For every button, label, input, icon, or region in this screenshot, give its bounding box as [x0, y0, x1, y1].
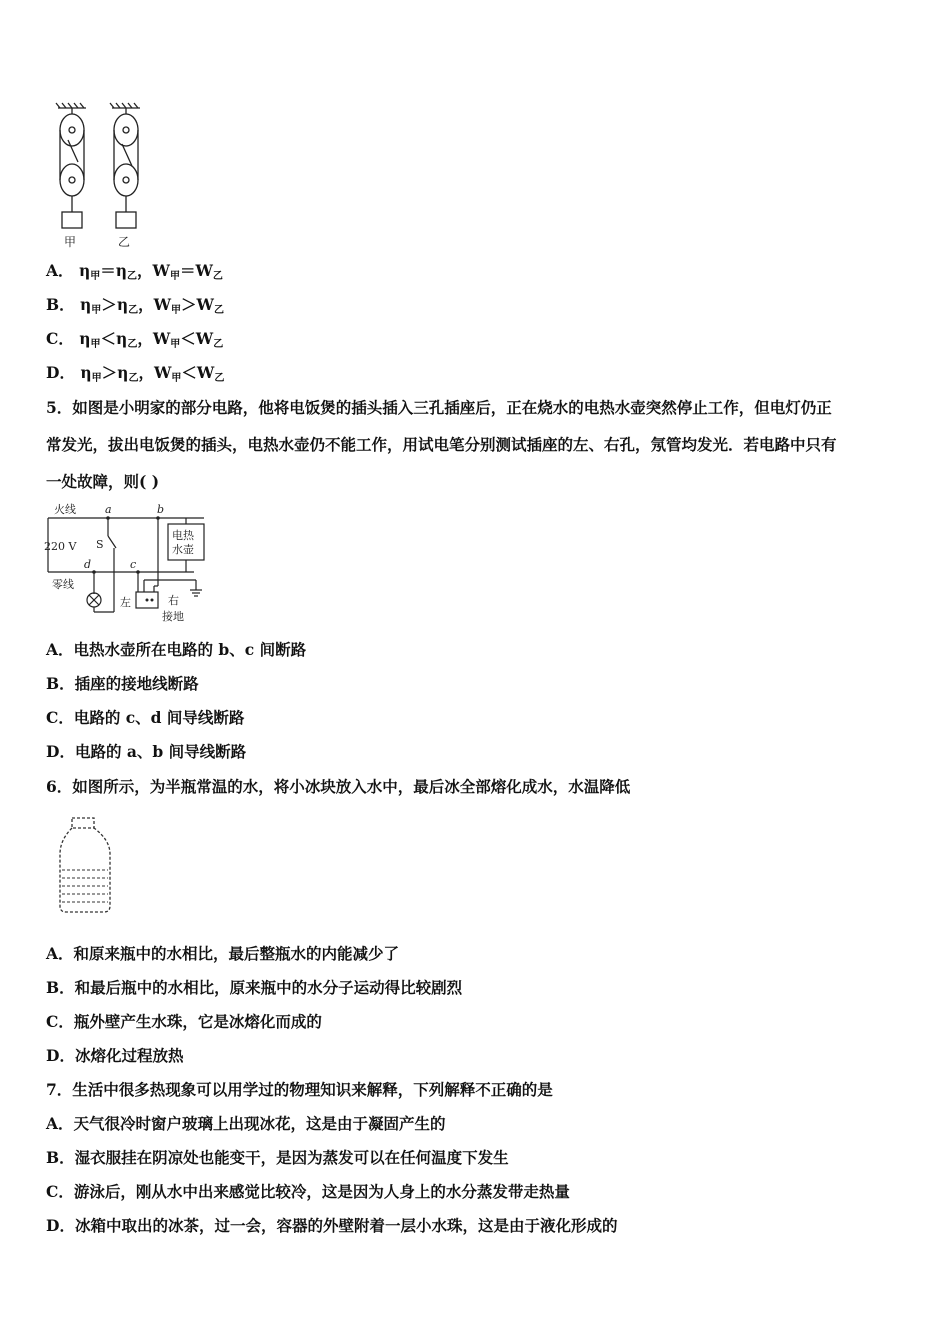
label-switch: S: [96, 538, 104, 551]
q5-option-d[interactable]: D．电路的 a、b 间导线断路: [46, 742, 247, 761]
q4-option-c[interactable]: C． η甲＜η乙，W甲＜W乙: [46, 329, 224, 350]
label-live: 火线: [54, 503, 76, 516]
label-neutral: 零线: [52, 578, 74, 591]
q4-option-b[interactable]: B． η甲＞η乙，W甲＞W乙: [46, 295, 224, 316]
label-voltage: 220 V: [44, 540, 77, 553]
label-left: 左: [120, 596, 131, 609]
q5-stem-line3: 一处故障，则( ): [46, 472, 160, 491]
figure-label-jia: 甲: [64, 235, 77, 249]
pulley-figure: [50, 100, 160, 250]
label-b: b: [157, 503, 165, 516]
q6-option-a[interactable]: A．和原来瓶中的水相比，最后整瓶水的内能减少了: [46, 944, 400, 963]
q6-stem: 6．如图所示，为半瓶常温的水，将小冰块放入水中，最后冰全部熔化成水，水温降低: [46, 777, 631, 796]
q4-option-a[interactable]: A． η甲＝η乙，W甲＝W乙: [46, 261, 223, 282]
q7-option-a[interactable]: A．天气很冷时窗户玻璃上出现冰花，这是由于凝固产生的: [46, 1114, 446, 1133]
q4-option-d[interactable]: D． η甲＞η乙，W甲＜W乙: [46, 363, 225, 384]
q6-option-c[interactable]: C．瓶外壁产生水珠，它是冰熔化而成的: [46, 1012, 322, 1031]
q7-option-d[interactable]: D．冰箱中取出的冰茶，过一会，容器的外壁附着一层小水珠，这是由于液化形成的: [46, 1216, 618, 1235]
label-ground: 接地: [162, 610, 184, 623]
label-d: d: [84, 558, 92, 571]
bottle-figure: [54, 814, 118, 918]
label-c: c: [130, 558, 137, 571]
label-kettle-1: 电热: [172, 529, 194, 542]
q5-option-a[interactable]: A．电热水壶所在电路的 b、c 间断路: [46, 640, 307, 659]
q5-stem-line1: 5．如图是小明家的部分电路，他将电饭煲的插头插入三孔插座后，正在烧水的电热水壶突然停止工作，但电灯仍正: [46, 398, 832, 417]
q7-option-c[interactable]: C．游泳后，刚从水中出来感觉比较冷，这是因为人身上的水分蒸发带走热量: [46, 1182, 570, 1201]
label-a: a: [105, 503, 112, 516]
circuit-diagram: [44, 500, 214, 626]
figure-label-yi: 乙: [118, 235, 131, 249]
q5-option-c[interactable]: C．电路的 c、d 间导线断路: [46, 708, 245, 727]
q7-stem: 7．生活中很多热现象可以用学过的物理知识来解释，下列解释不正确的是: [46, 1080, 553, 1099]
q5-option-b[interactable]: B．插座的接地线断路: [46, 674, 199, 693]
label-right: 右: [168, 594, 179, 607]
q6-option-d[interactable]: D．冰熔化过程放热: [46, 1046, 184, 1065]
label-kettle-2: 水壶: [172, 543, 194, 556]
q7-option-b[interactable]: B．湿衣服挂在阴凉处也能变干，是因为蒸发可以在任何温度下发生: [46, 1148, 509, 1167]
q6-option-b[interactable]: B．和最后瓶中的水相比，原来瓶中的水分子运动得比较剧烈: [46, 978, 463, 997]
q5-stem-line2: 常发光，拔出电饭煲的插头，电热水壶仍不能工作，用试电笔分别测试插座的左、右孔，氖管均发光．若电路中只有: [46, 435, 837, 454]
